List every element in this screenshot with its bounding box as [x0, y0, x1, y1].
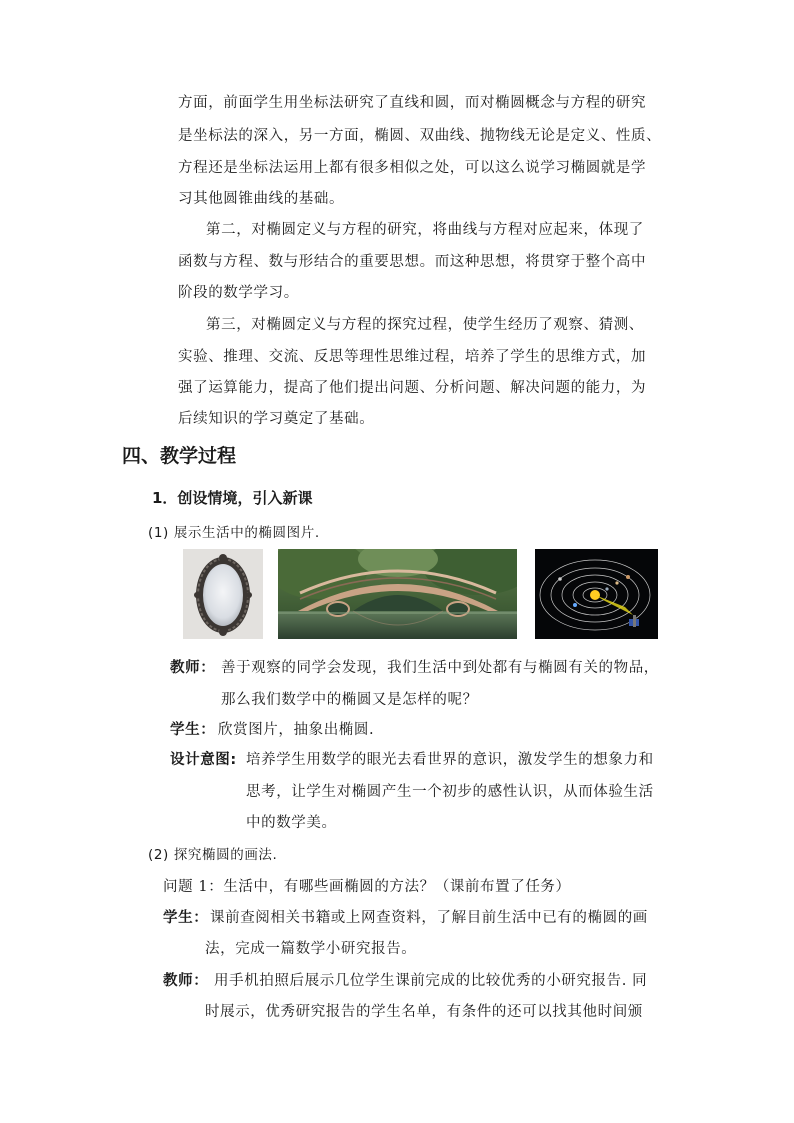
student-label: 学生：: [170, 722, 216, 738]
student-text-line: 课前查阅相关书籍或上网查资料，了解目前生活中已有的椭圆的画: [210, 910, 648, 926]
para3-line: 第三，对椭圆定义与方程的探究过程，使学生经历了观察、猜测、: [206, 317, 644, 333]
student-text: 欣赏图片，抽象出椭圆.: [218, 722, 375, 738]
para2-line: 函数与方程、数与形结合的重要思想。而这种思想，将贯穿于整个高中: [178, 254, 647, 270]
para1-line: 方面，前面学生用坐标法研究了直线和圆，而对椭圆概念与方程的研究: [178, 95, 647, 111]
para2-line: 第二，对椭圆定义与方程的研究，将曲线与方程对应起来，体现了: [206, 222, 644, 238]
design-intent-label: 设计意图:: [170, 752, 237, 768]
subsection-heading: 1．创设情境，引入新课: [152, 489, 313, 507]
bridge-image: [278, 549, 517, 639]
student-label: 学生：: [163, 910, 209, 926]
mirror-image: [183, 549, 263, 639]
section-heading: 四、教学过程: [122, 445, 237, 467]
teacher-text-line: 时展示，优秀研究报告的学生名单，有条件的还可以找其他时间颁: [205, 1004, 643, 1020]
teacher-label: 教师：: [170, 660, 216, 676]
para1-line: 习其他圆锥曲线的基础。: [178, 191, 345, 207]
item-2: (2) 探究椭圆的画法.: [148, 847, 278, 863]
design-intent-line: 思考，让学生对椭圆产生一个初步的感性认识，从而体验生活: [246, 784, 654, 800]
teacher-label: 教师：: [163, 973, 209, 989]
para3-line: 实验、推理、交流、反思等理性思维过程，培养了学生的思维方式，加: [178, 349, 647, 365]
para2-line: 阶段的数学学习。: [178, 285, 299, 301]
design-intent-line: 培养学生用数学的眼光去看世界的意识，激发学生的想象力和: [246, 752, 654, 768]
solar-system-image: [535, 549, 658, 639]
teacher-text-line: 用手机拍照后展示几位学生课前完成的比较优秀的小研究报告. 同: [214, 973, 648, 989]
para3-line: 强了运算能力，提高了他们提出问题、分析问题、解决问题的能力，为: [178, 380, 647, 396]
para1-line: 方程还是坐标法运用上都有很多相似之处，可以这么说学习椭圆就是学: [178, 160, 647, 176]
teacher-text-line: 善于观察的同学会发现，我们生活中到处都有与椭圆有关的物品，: [221, 660, 659, 676]
question-1: 问题 1：生活中，有哪些画椭圆的方法？（课前布置了任务）: [163, 879, 571, 895]
para1-line: 是坐标法的深入，另一方面，椭圆、双曲线、抛物线无论是定义、性质、: [178, 128, 662, 144]
teacher-text-line: 那么我们数学中的椭圆又是怎样的呢？: [221, 692, 478, 708]
student-text-line: 法，完成一篇数学小研究报告。: [205, 941, 417, 957]
design-intent-line: 中的数学美。: [246, 815, 337, 831]
para3-line: 后续知识的学习奠定了基础。: [178, 411, 375, 427]
item-1: (1) 展示生活中的椭圆图片.: [148, 525, 320, 541]
